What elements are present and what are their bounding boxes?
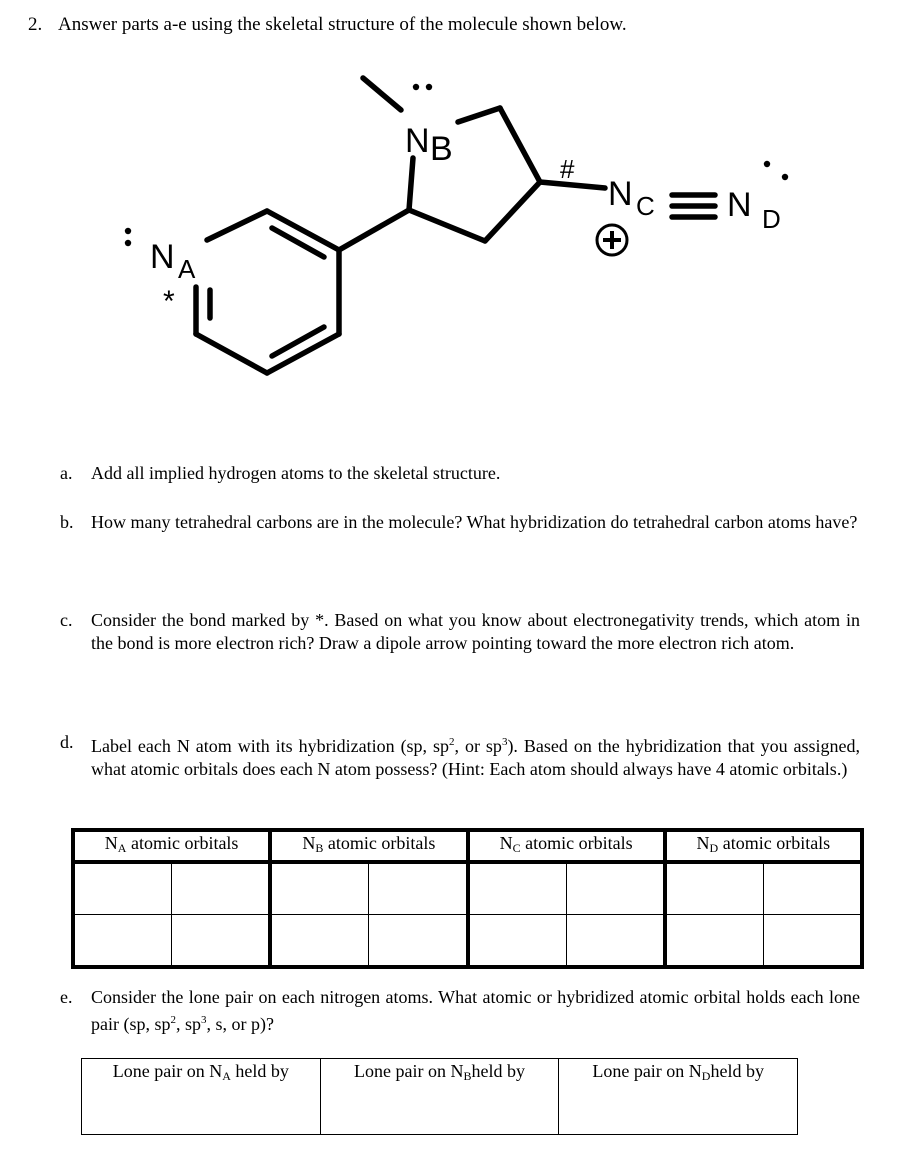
na-lone-pair-dot [125, 240, 131, 246]
answer-cell[interactable] [566, 862, 665, 915]
na-lone-pair-dot [125, 228, 131, 234]
answer-cell[interactable] [468, 862, 567, 915]
bond-c3-c2 [409, 210, 485, 241]
hash-marker: # [560, 154, 575, 184]
answer-cell[interactable] [369, 862, 468, 915]
answer-cell[interactable] [665, 862, 764, 915]
svg-text:A: A [178, 254, 196, 284]
part-e-text: Consider the lone pair on each nitrogen atoms. What atomic or hybridized atomic orbital holds each lone pair (sp, $sp^2$, $sp^3$, s, or p)? [91, 987, 860, 1034]
bond-c4-c3 [485, 182, 540, 241]
nd-lone-pair-dot [782, 174, 788, 180]
orbital-table-header-row [73, 830, 862, 862]
bond-ring-top-right-inner [272, 228, 324, 257]
part-c-text: Consider the bond marked by *. Based on what you know about electronegativity trends, which atom in the bond is more electron rich? Draw a dipole arrow pointing toward the more electron rich atom. [91, 610, 860, 653]
bond-nb-methyl [363, 78, 401, 110]
bond-pyrrolidine-c2-nb [409, 158, 413, 210]
svg-text:C: C [636, 191, 655, 221]
answer-cell[interactable] [270, 915, 369, 968]
header-lone-pair-nd: Lone pair on $N_Dheld$ by [559, 1059, 798, 1093]
atom-nc [608, 175, 655, 221]
answer-cell[interactable] [566, 915, 665, 968]
question-text: Answer parts a-e using the skeletal structure of the molecule shown below. [58, 14, 627, 35]
nb-lone-pair-dot [426, 84, 432, 90]
header-nb-orbitals: $N_B$ atomic orbitals [270, 830, 467, 862]
part-d [60, 731, 860, 781]
part-b [60, 511, 860, 534]
svg-text:N: N [608, 175, 633, 213]
svg-text:N: N [727, 186, 752, 224]
part-a-letter: a. [60, 463, 73, 483]
header-nc-orbitals: $N_C$ atomic orbitals [468, 830, 665, 862]
answer-cell[interactable] [763, 915, 862, 968]
part-b-letter: b. [60, 512, 74, 532]
bond-ring-top-left [207, 211, 267, 240]
lone-pair-table [81, 1058, 798, 1135]
bond-nb-c5 [458, 108, 500, 122]
positive-charge-icon [597, 225, 627, 255]
answer-cell[interactable] [665, 915, 764, 968]
header-lone-pair-nb: Lone pair on $N_Bheld$ by [320, 1059, 559, 1093]
svg-text:N: N [150, 238, 175, 276]
lone-pair-answer-row [82, 1092, 798, 1135]
bond-c5-c4 [500, 108, 540, 182]
part-d-text: Label each N atom with its hybridization (sp, $sp^2$, or $sp^3$). Based on the hybridization that you assigned, what atomic orbitals does each N atom possess? (Hint: Each atom should always have 4 atomic orbitals.) [91, 736, 861, 779]
answer-cell[interactable] [172, 862, 271, 915]
part-a-text: Add all implied hydrogen atoms to the skeletal structure. [91, 463, 501, 483]
atom-na [125, 228, 196, 284]
answer-cell[interactable] [763, 862, 862, 915]
bond-ring-bottom-right-inner [272, 327, 324, 356]
orbital-answer-row [73, 915, 862, 968]
answer-cell[interactable] [369, 915, 468, 968]
bond-ring-bottom-left [196, 334, 267, 373]
lone-pair-header-row [82, 1059, 798, 1093]
part-b-text: How many tetrahedral carbons are in the molecule? What hybridization do tetrahedral carbon atoms have? [91, 512, 858, 532]
part-e-letter: e. [60, 987, 73, 1007]
atomic-orbitals-table [71, 828, 864, 969]
header-lone-pair-na: Lone pair on $N_A$ held by [112, 1061, 289, 1083]
answer-cell[interactable] [82, 1092, 321, 1135]
orbital-answer-row [73, 862, 862, 915]
part-a [60, 462, 860, 485]
answer-cell[interactable] [320, 1092, 559, 1135]
part-c [60, 609, 860, 655]
molecule-skeletal-structure [0, 0, 911, 420]
answer-cell[interactable] [270, 862, 369, 915]
header-na-orbitals: $N_A$ atomic orbitals [104, 833, 239, 855]
nb-lone-pair-dot [413, 84, 419, 90]
bond-ring-to-pyrrolidine [339, 210, 409, 250]
header-nd-orbitals: $N_D$ atomic orbitals [665, 830, 862, 862]
star-marker: * [163, 285, 175, 318]
part-c-letter: c. [60, 610, 73, 630]
nd-lone-pair-dot [764, 161, 770, 167]
part-e [60, 986, 860, 1036]
question-number: 2. [28, 14, 43, 35]
answer-cell[interactable] [468, 915, 567, 968]
atom-nb [405, 84, 453, 168]
answer-cell[interactable] [559, 1092, 798, 1135]
svg-text:B: B [430, 130, 453, 168]
answer-cell[interactable] [172, 915, 271, 968]
atom-nd [727, 161, 788, 234]
svg-text:D: D [762, 204, 781, 234]
answer-cell[interactable] [73, 915, 172, 968]
svg-text:N: N [405, 122, 430, 160]
part-d-letter: d. [60, 732, 74, 752]
answer-cell[interactable] [73, 862, 172, 915]
